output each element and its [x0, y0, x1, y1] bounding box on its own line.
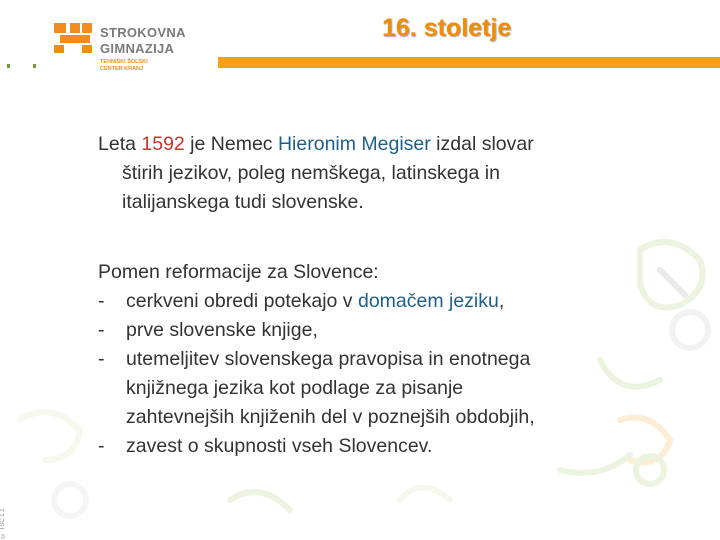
- p1-text-b: je Nemec: [184, 133, 278, 155]
- item4-punct: .: [426, 435, 433, 457]
- school-logo: [52, 20, 202, 75]
- list-item: [98, 432, 688, 461]
- logo-text-line1: STROKOVNA: [100, 25, 186, 40]
- item3-text: utemeljitev slovenskega pravopisa in enotnega: [126, 348, 531, 370]
- p1-year: 1592: [141, 133, 185, 155]
- p1-name: Hieronim Megiser: [277, 133, 431, 155]
- paragraph-megiser: [98, 130, 678, 217]
- list-dash: -: [98, 435, 105, 457]
- item3-line3: zahtevnejših knjiženih del v poznejših obdobjih,: [126, 406, 535, 428]
- p2-heading: Pomen reformacije za Slovence:: [98, 261, 379, 283]
- list-item: [98, 316, 688, 345]
- title-underline-bar: [218, 57, 720, 68]
- p1-line2: štirih jezikov, poleg nemškega, latinskega in: [122, 162, 500, 184]
- item4-text: zavest o skupnosti vseh Slovencev: [126, 435, 427, 457]
- list-dash: -: [98, 319, 105, 341]
- p1-text-a: Leta: [98, 133, 142, 155]
- p1-text-c: izdal slovar: [430, 133, 534, 155]
- item1-text: cerkveni obredi potekajo v: [126, 290, 358, 312]
- logo-text-line2: GIMNAZIJA: [100, 41, 175, 56]
- list-item: [98, 287, 688, 316]
- list-dash: -: [98, 290, 105, 312]
- logo-subtext-line2: CENTER KRANJ: [100, 66, 144, 72]
- paragraph-reformation: [98, 258, 688, 461]
- p1-line3: italijanskega tudi slovenske.: [122, 191, 364, 213]
- slide-title: 16. stoletje: [382, 14, 512, 42]
- list-dash: -: [98, 348, 105, 370]
- item1-highlight: domačem jeziku: [357, 290, 499, 312]
- logo-mark-icon: [52, 20, 96, 56]
- item2-punct: ,: [312, 319, 318, 341]
- item1-punct: ,: [498, 290, 505, 312]
- item2-text: prve slovenske knjige: [126, 319, 313, 341]
- copyright-note: © TŠC 1 1: [0, 508, 6, 538]
- list-item: [98, 345, 688, 374]
- logo-subtext-line1: TEHNIŠKI ŠOLSKI: [100, 59, 148, 65]
- item3-line2: knjižnega jezika kot podlage za pisanje: [126, 377, 464, 399]
